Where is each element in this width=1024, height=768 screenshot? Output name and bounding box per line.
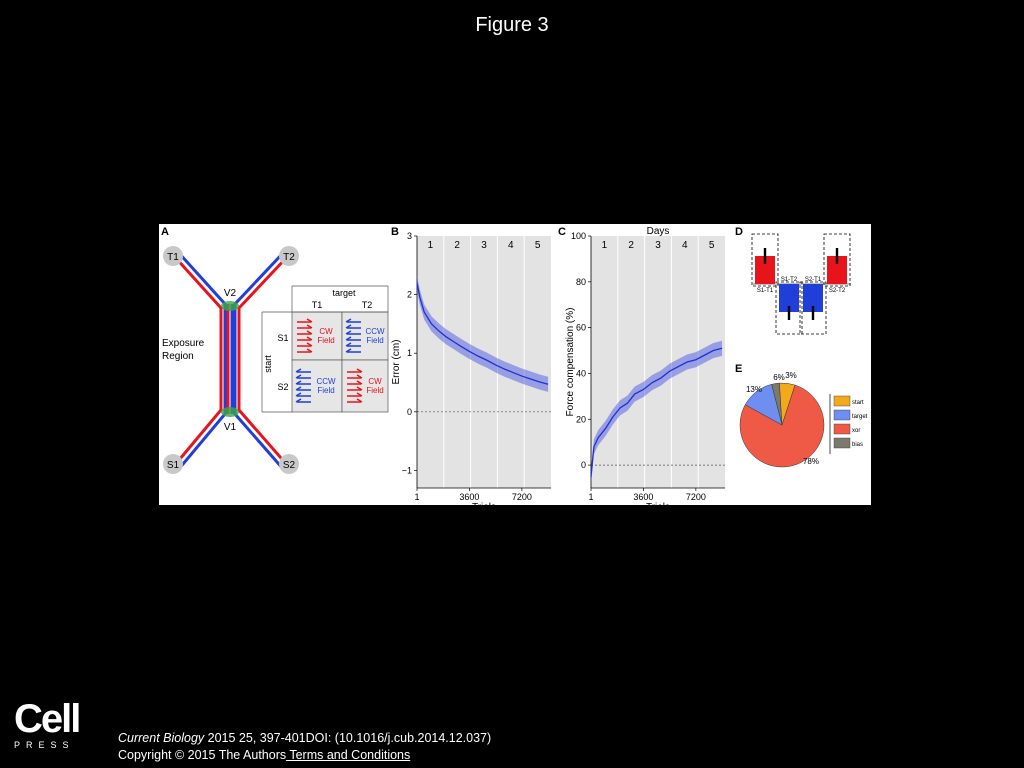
legend-label: target: [852, 414, 868, 420]
panel-b-label: B: [391, 226, 399, 238]
y-axis-label: Error (cm): [391, 339, 402, 385]
bar-label: S2-T2: [828, 288, 846, 294]
cell-label-s1t1-1: CW: [319, 327, 333, 336]
node-label-s1: S1: [166, 460, 180, 471]
via-v2-marker: [221, 301, 239, 311]
node-label-t2: T2: [283, 252, 295, 263]
logo-word: Cell: [14, 697, 80, 741]
cell-label-s1t1-2: Field: [317, 336, 335, 345]
y-tick-label: 20: [575, 414, 586, 425]
day-label: 2: [628, 240, 634, 251]
logo-press: PRESS: [14, 740, 75, 750]
chart-b: [391, 231, 551, 513]
via-v1-marker: [221, 407, 239, 417]
legend-swatch: [834, 438, 850, 448]
citation: [118, 731, 491, 745]
copyright-text: Copyright © 2015 The Authors: [118, 748, 287, 762]
y-tick-label: 40: [575, 368, 586, 379]
y-tick-label: 60: [575, 322, 586, 333]
chart-d: [752, 234, 851, 334]
bar-label: S1-T2: [780, 277, 798, 283]
via-label-v2: V2: [223, 288, 237, 299]
slide-title: Figure 3: [475, 14, 549, 36]
table-row-s1: S1: [277, 333, 289, 343]
y-tick-label: 100: [570, 231, 586, 241]
cell-label-s2t2-2: Field: [366, 386, 384, 395]
day-label: 1: [601, 240, 608, 251]
panel-a: [161, 226, 388, 474]
chart-title: Days: [646, 226, 670, 237]
day-label: 4: [682, 240, 688, 251]
panel-d: [735, 226, 851, 334]
table-col-t1: T1: [311, 300, 323, 310]
table-row-s2: S2: [277, 382, 289, 392]
panel-d-label: D: [735, 226, 743, 238]
chart-e: [740, 371, 868, 467]
table-start-label: start: [263, 355, 273, 373]
field-table: [262, 286, 388, 412]
x-tick-label: 1: [414, 492, 420, 502]
pie-slice-label: 3%: [785, 371, 797, 380]
x-tick-label: 3600: [459, 492, 480, 502]
x-tick-label: 7200: [511, 492, 532, 502]
panel-b: [391, 226, 551, 513]
y-tick-label: 1: [406, 348, 412, 359]
cell-label-s1t2-2: Field: [366, 336, 384, 345]
day-label: 4: [508, 240, 514, 251]
via-label-v1: V1: [223, 422, 237, 433]
bar-label: S2-T1: [804, 277, 822, 283]
legend-label: start: [852, 400, 864, 406]
cell-label-s2t2-1: CW: [368, 377, 382, 386]
y-tick-label: 3: [406, 231, 412, 241]
cell-label-s2t1-1: CCW: [316, 377, 336, 386]
day-label: 1: [427, 240, 434, 251]
pie-slice-label: 78%: [802, 457, 820, 466]
x-tick-label: 7200: [685, 492, 706, 502]
terms-link[interactable]: Terms and Conditions: [286, 748, 411, 762]
node-label-t1: T1: [167, 252, 179, 263]
citation-details: 2015 25, 397-401DOI: (10.1016/j.cub.2014.12.037): [204, 731, 492, 745]
y-tick-label: 0: [406, 406, 412, 417]
pie-slice-label: 13%: [745, 385, 763, 394]
cell-label-s1t2-1: CCW: [365, 327, 385, 336]
table-target-label: target: [332, 288, 356, 298]
cell-press-logo: [14, 697, 84, 752]
exposure-region-label-1: Exposure: [162, 338, 205, 349]
panel-e: [735, 363, 868, 467]
panel-a-label: A: [161, 226, 169, 238]
legend-label: bias: [852, 442, 864, 448]
exposure-region-label-2: Region: [162, 351, 194, 362]
table-col-t2: T2: [361, 300, 373, 310]
y-tick-label: 80: [575, 276, 586, 287]
panel-e-label: E: [735, 363, 743, 375]
chart-c: [565, 226, 725, 513]
legend-swatch: [834, 396, 850, 406]
panel-c: [558, 226, 725, 513]
y-axis-label: Force compensation (%): [565, 307, 576, 417]
day-label: 3: [655, 240, 661, 251]
panel-c-label: C: [558, 226, 566, 238]
cell-label-s2t1-2: Field: [317, 386, 335, 395]
pie-slice-label: 6%: [773, 373, 785, 382]
day-label: 2: [454, 240, 460, 251]
y-tick-label: 2: [406, 289, 412, 300]
legend-swatch: [834, 424, 850, 434]
copyright: [118, 748, 410, 762]
legend-swatch: [834, 410, 850, 420]
day-label: 5: [708, 240, 715, 251]
day-label: 5: [534, 240, 541, 251]
day-label: 3: [481, 240, 487, 251]
node-label-s2: S2: [282, 460, 296, 471]
x-tick-label: 3600: [633, 492, 654, 502]
figure-image: [159, 224, 871, 513]
y-tick-label: −1: [401, 465, 412, 476]
y-tick-label: 0: [580, 460, 586, 471]
x-tick-label: 1: [588, 492, 594, 502]
x-axis-label: Trials: [645, 502, 671, 513]
bar-label: S1-T1: [756, 288, 774, 294]
legend-label: xor: [852, 428, 861, 434]
citation-journal: Current Biology: [118, 731, 205, 745]
x-axis-label: Trials: [471, 502, 497, 513]
